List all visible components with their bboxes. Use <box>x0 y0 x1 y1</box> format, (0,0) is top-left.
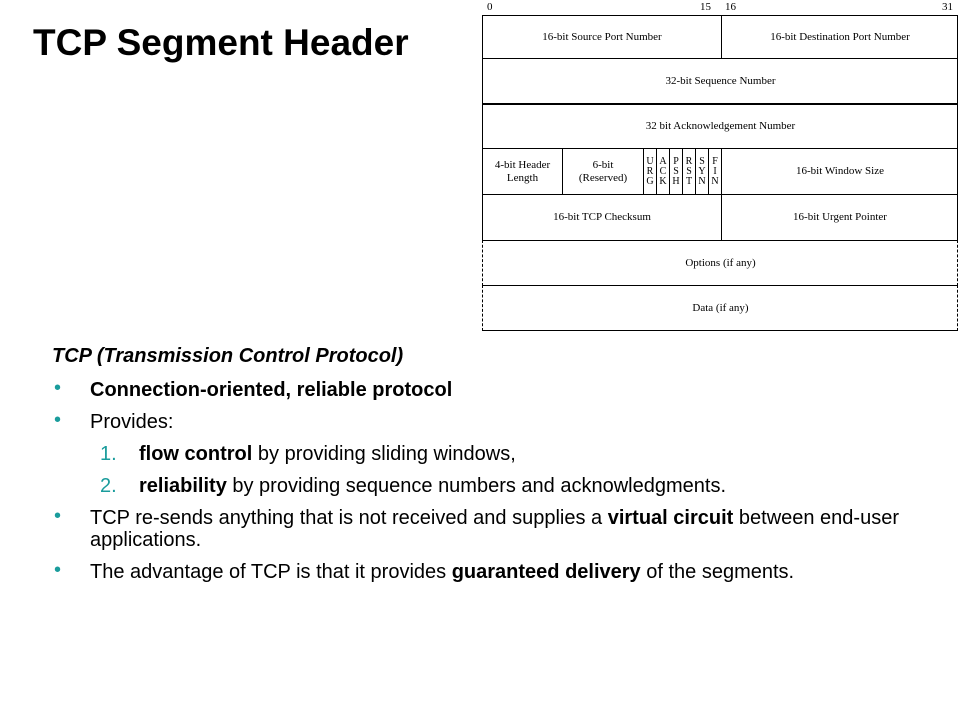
section-heading: TCP (Transmission Control Protocol) <box>52 345 404 367</box>
bullet-icon: • <box>54 409 62 431</box>
row-options <box>482 240 958 286</box>
numbered-item <box>52 443 952 465</box>
numbered-item <box>52 475 952 497</box>
window-size-field: 16-bit Window Size <box>796 165 884 177</box>
flag-urg <box>644 149 657 194</box>
bullet-bold-text: virtual circuit <box>607 507 734 529</box>
bullet-icon: • <box>54 559 62 581</box>
bullet-item <box>52 411 952 433</box>
flag-char: H <box>672 175 680 187</box>
item-text: by providing sliding windows, <box>252 443 516 465</box>
flag-char: A <box>659 155 667 167</box>
acknowledgement-number-field: 32 bit Acknowledgement Number <box>645 120 796 132</box>
flag-char: I <box>713 165 717 177</box>
bullet-text: between end-user applications. <box>90 507 899 551</box>
reserved-line2: (Reserved) <box>578 171 628 184</box>
destination-port-field: 16-bit Destination Port Number <box>770 30 910 43</box>
flag-char: T <box>685 175 693 187</box>
tcp-header-diagram <box>482 0 960 335</box>
flag-char: G <box>646 175 654 187</box>
bit-label-0: 0 <box>487 1 493 13</box>
flag-char: C <box>659 165 667 177</box>
flag-psh <box>670 149 683 194</box>
sequence-number-field: 32-bit Sequence Number <box>665 74 776 87</box>
flag-char: N <box>711 175 719 187</box>
header-length-line1: 4-bit Header <box>494 158 551 171</box>
row-ports <box>482 15 958 59</box>
bullet-text: TCP re-sends anything that is not received and supplies a <box>90 507 608 529</box>
bullet-item <box>52 561 952 583</box>
flag-ack <box>657 149 670 194</box>
row-data <box>482 285 958 331</box>
options-field: Options (if any) <box>685 256 756 269</box>
flag-char: S <box>673 165 679 177</box>
item-bold-text: flow control <box>139 443 253 465</box>
flag-char: R <box>646 165 654 177</box>
flag-char: N <box>698 175 706 187</box>
flag-char: R <box>685 155 693 167</box>
header-length-line2: Length <box>506 171 539 184</box>
flag-char: K <box>659 175 667 187</box>
checksum-field: 16-bit TCP Checksum <box>483 195 722 240</box>
slide-body <box>52 345 952 593</box>
item-text: by providing sequence numbers and acknowledgments. <box>226 475 727 497</box>
flag-char: F <box>712 155 718 167</box>
row-sequence <box>482 59 958 104</box>
flag-char: P <box>673 155 679 167</box>
urgent-pointer-field: 16-bit Urgent Pointer <box>793 211 887 223</box>
bullet-item <box>52 379 952 401</box>
flag-rst <box>683 149 696 194</box>
bullet-text: of the segments. <box>640 561 795 583</box>
bit-label-31: 31 <box>942 1 953 13</box>
bullet-item <box>52 507 952 551</box>
reserved-line1: 6-bit <box>592 158 614 171</box>
row-control <box>482 148 958 195</box>
row-checksum <box>482 194 958 241</box>
row-acknowledgement <box>482 104 958 149</box>
item-number: 2. <box>100 475 117 497</box>
bullet-text: The advantage of TCP is that it provides <box>90 561 452 583</box>
bit-label-15: 15 <box>700 1 711 13</box>
bullet-icon: • <box>54 377 62 399</box>
item-number: 1. <box>100 443 117 465</box>
bullet-bold-text: guaranteed delivery <box>451 561 641 583</box>
header-length-field <box>483 149 563 194</box>
bullet-text: Connection-oriented, reliable protocol <box>90 379 453 401</box>
source-port-field: 16-bit Source Port Number <box>483 16 722 58</box>
reserved-field <box>563 149 644 194</box>
flag-syn <box>696 149 709 194</box>
bullet-icon: • <box>54 505 62 527</box>
data-field: Data (if any) <box>692 301 749 314</box>
slide-title: TCP Segment Header <box>33 22 409 63</box>
flag-char: S <box>686 165 692 177</box>
flag-char: Y <box>698 165 706 177</box>
flag-fin <box>709 149 722 194</box>
flag-char: U <box>646 155 654 167</box>
bit-label-16: 16 <box>725 1 736 13</box>
bullet-text: Provides: <box>90 411 174 433</box>
flag-char: S <box>699 155 705 167</box>
item-bold-text: reliability <box>139 475 227 497</box>
